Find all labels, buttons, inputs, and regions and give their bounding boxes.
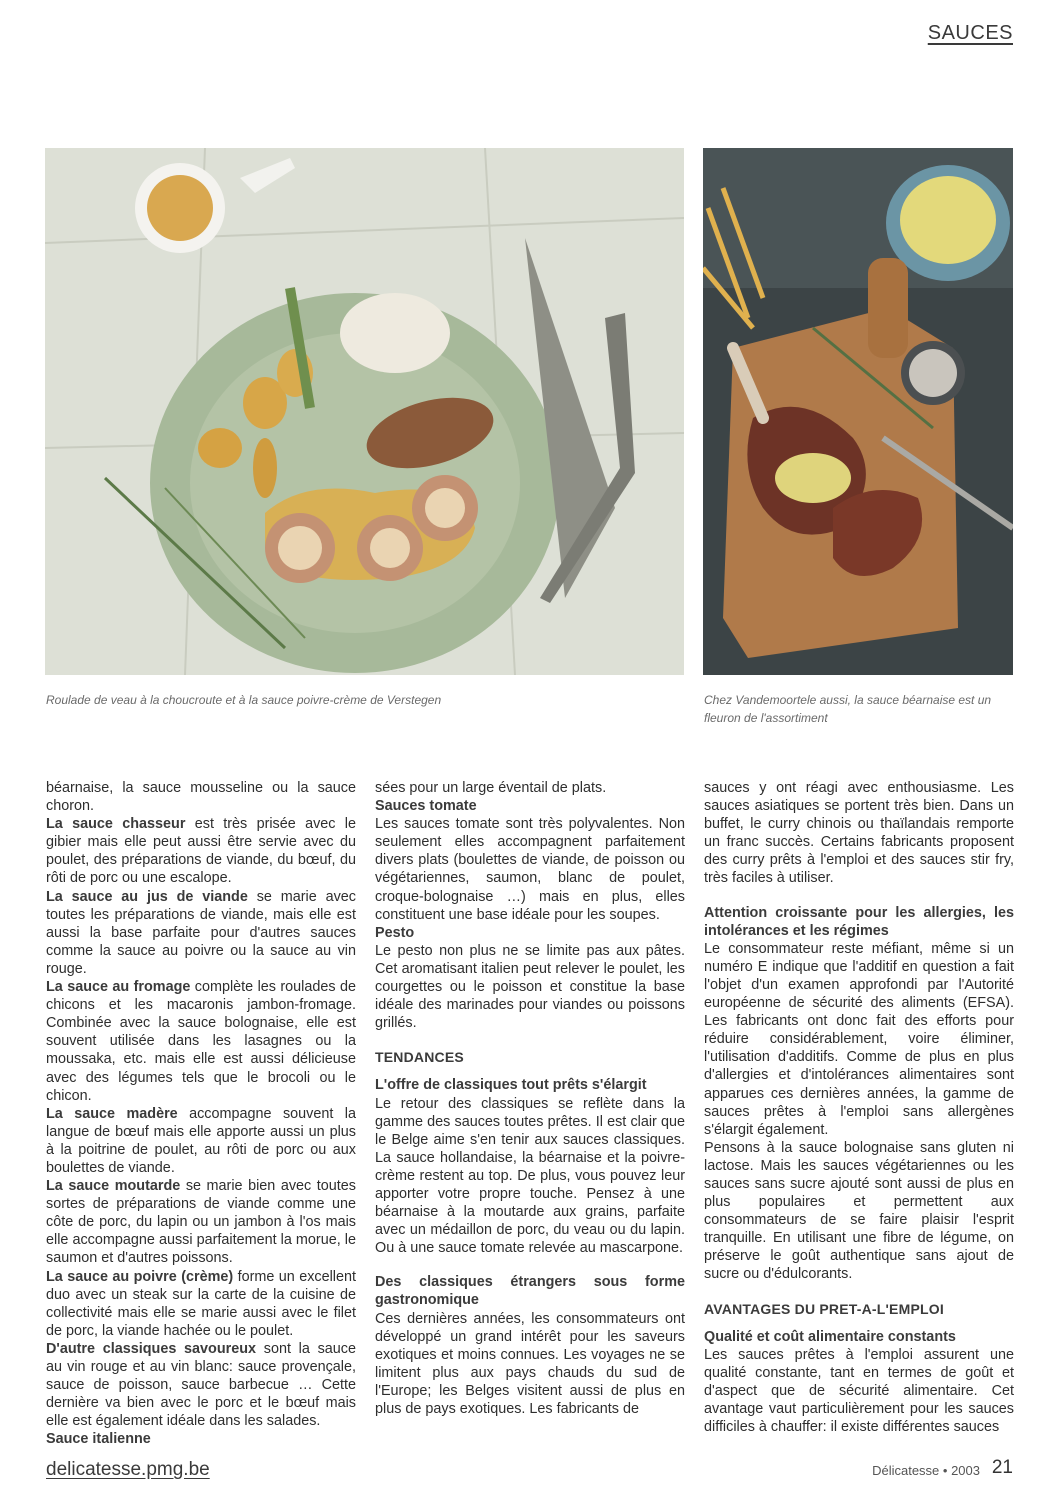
paragraph: Les sauces prêtes à l'emploi assurent une qualité constante, tant en termes de goût et d'aspect que de sécurité alimentaire. Cet avantage vaut particulièrement pour les sauces difficiles à chauffer: il existe différentes sauces: [704, 1346, 1014, 1436]
paragraph: Le pesto non plus ne se limite pas aux pâtes. Cet aromatisant italien peut relever le poulet, les courgettes ou le poisson et constitue la base idéale des marinades pour viandes ou poissons grillés.: [375, 942, 685, 1032]
section-heading: TENDANCES: [375, 1049, 464, 1066]
paragraph: sauces y ont réagi avec enthousiasme. Les sauces asiatiques se portent très bien. Dans un buffet, le curry chinois ou thaïlandais remporte un franc succès. Certains fabricants proposent des curry prêts à l'emploi et des sauces stir fry, très faciles à utiliser.: [704, 780, 1014, 887]
paragraph: [46, 1268, 356, 1340]
section-label: SAUCES: [927, 22, 1013, 44]
photo-caption-right: Chez Vandemoortele aussi, la sauce béarnaise est un fleuron de l'assortiment: [704, 693, 992, 725]
issue-label: Délicatesse • 2003: [872, 1463, 980, 1478]
text-column-3: [704, 779, 1014, 1449]
paragraph-text: complète les roulades de chicons et les macaronis jambon-fromage. Combinée avec la sauce bolognaise, elle est souvent utilisée dans les lasagnes ou la moussaka, etc. mais elle est aussi délicieuse avec des légumes tels que le brocoli ou le chicon.: [46, 979, 356, 1104]
paragraph: [46, 1448, 356, 1449]
paragraph: Ces dernières années, les consommateurs ont développé un grand intérêt pour les saveurs exotiques et moins connues. Les voyages ne se limitent plus aux pays chauds du sud de l'Europe; les Belges visitent aussi de plus en plus de pays exotiques. Les fabricants de: [375, 1310, 685, 1417]
subheading: Sauces tomate: [375, 798, 477, 815]
paragraph-text: se marie bien avec toutes sortes de préparations de viande comme une côte de porc, du lapin ou un jambon à l'os mais elle accompagne aussi parfaitement la morue, le saumon et d'autres poissons.: [46, 1178, 356, 1267]
subheading: Attention croissante pour les allergies, les intolérances et les régimes: [704, 904, 1014, 939]
paragraph: sées pour un large éventail de plats.: [375, 780, 607, 796]
sauce-name: La sauce au jus de viande: [46, 888, 248, 905]
paragraph: [46, 815, 356, 887]
page-number: 21: [991, 1457, 1013, 1478]
paragraph: [46, 978, 356, 1105]
subheading: L'offre de classiques tout prêts s'élargit: [375, 1077, 647, 1094]
paragraph-text: se marie avec toutes les préparations de viande, mais elle est aussi la base parfaite pour d'autres sauces comme la sauce au poivre ou la sauce au vin rouge.: [46, 888, 356, 977]
paragraph-text: sont la sauce au vin rouge et au vin blanc: sauce provençale, sauce de poisson, sauce barbecue … Cette dernière va bien avec le porc et le bœuf mais elle est également idéale dans les salades.: [46, 1340, 356, 1430]
paragraph: Le consommateur reste méfiant, même si un numéro E indique que l'additif en question a fait l'objet d'un examen approfondi par l'Autorité européenne de sécurité des aliments (EFSA). Les fabricants ont donc fait des efforts pour réduire considérablement, voire éliminer, l'utilisation d'additifs. Comme de plus en plus d'allergies et d'intolérances alimentaires sont apparues ces dernières années, la gamme de sauces prêtes à l'emploi sans allergènes s'élargit également.: [704, 940, 1014, 1138]
website-link[interactable]: delicatesse.pmg.be: [46, 1459, 210, 1480]
sauce-name: D'autre classiques savoureux: [46, 1340, 257, 1357]
paragraph: [46, 1105, 356, 1177]
subheading: Qualité et coût alimentaire constants: [704, 1328, 956, 1345]
subheading: Des classiques étrangers sous forme gastronomique: [375, 1274, 685, 1309]
text-column-2: [375, 779, 685, 1449]
sauce-name: La sauce au poivre (crème): [46, 1268, 234, 1285]
sauce-name: La sauce chasseur: [46, 816, 186, 833]
steak-photo: [703, 148, 1013, 675]
paragraph-text: accompagne souvent la langue de bœuf mais elle apporte aussi un plus à la poitrine de poulet, au rôti de porc ou aux boulettes de viande.: [46, 1105, 356, 1176]
paragraph: [46, 1177, 356, 1267]
section-heading: AVANTAGES DU PRET-A-L'EMPLOI: [704, 1300, 944, 1317]
paragraph: [46, 888, 356, 978]
subheading: Pesto: [375, 924, 415, 941]
paragraph: Le retour des classiques se reflète dans la gamme des sauces toutes prêtes. Il est clair que le Belge aime s'en tenir aux sauces classiques. La sauce hollandaise, la béarnaise et la poivre-crème restent au top. De plus, vous pouvez leur apporter votre propre touche. Pensez à une béarnaise à la moutarde aux grains, parfaite avec un médaillon de porc, du veau ou du lapin. Ou à une sauce tomate relevée au mascarpone.: [375, 1095, 685, 1257]
paragraph-text: forme un excellent duo avec un steak sur la carte de la cuisine de collectivité mais elle se marie aussi avec le filet de porc, la viande hachée ou le poulet.: [46, 1268, 356, 1339]
photo-caption-left: Roulade de veau à la choucroute et à la sauce poivre-crème de Verstegen: [46, 693, 442, 707]
paragraph: Les sauces tomate sont très polyvalentes. Non seulement elles accompagnent parfaitement divers plats (boulettes de viande, de poisson ou végétariennes, saumon, blanc de poulet, croque-bolognaise …) mais en plus, elles constituent une base idéale pour les soupes.: [375, 816, 685, 923]
sauce-name: La sauce au fromage: [46, 979, 191, 996]
paragraph: [46, 1340, 356, 1430]
subheading: Sauce italienne: [46, 1431, 151, 1448]
text-column-1: [46, 779, 356, 1449]
plate-photo: [45, 148, 684, 675]
paragraph: Pensons à la sauce bolognaise sans gluten ni lactose. Mais les sauces végétariennes ou les sauces sans sucre ajouté sont aussi de plus en plus populaires et permettent aux consommateurs de se faire plaisir l'esprit tranquille. En utilisant une fibre de légume, on préserve le goût authentique sans ajout de sucre ou d'édulcorants.: [704, 1139, 1014, 1283]
paragraph: béarnaise, la sauce mousseline ou la sauce choron.: [46, 780, 356, 815]
sauce-name: La sauce madère: [46, 1105, 178, 1122]
sauce-name: La sauce moutarde: [46, 1178, 181, 1195]
paragraph-text: est très prisée avec le gibier mais elle peut aussi être servie avec du poulet, des préparations de viande, du bœuf, du rôti de porc ou une escalope.: [46, 816, 356, 887]
